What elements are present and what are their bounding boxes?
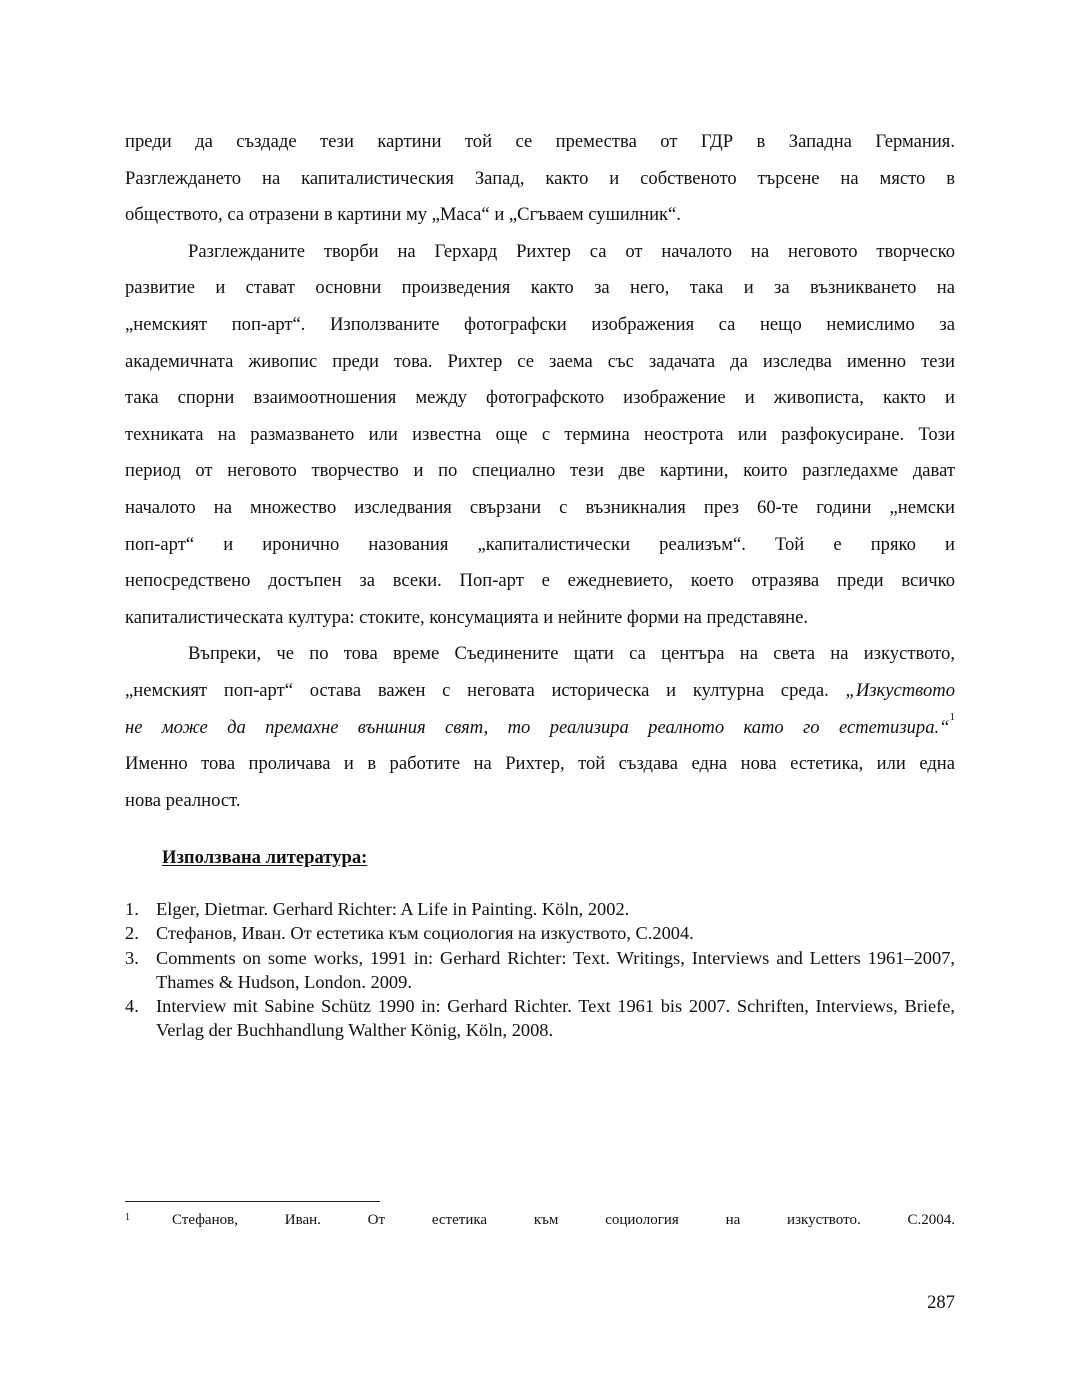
line-text: нова реалност.	[125, 789, 241, 811]
text-line	[125, 344, 955, 381]
line-text: обществото, са отразени в картини му „Маса“ и „Сгъваем сушилник“.	[125, 204, 681, 226]
reference-item	[125, 994, 955, 1043]
line-text: развитие и стават основни произведения както за него, така и за възникването на	[125, 277, 955, 299]
paragraph	[125, 124, 955, 234]
reference-number: 3.	[125, 947, 139, 968]
reference-text: Comments on some works, 1991 in: Gerhard Richter: Text. Writings, Interviews and Letters 1961–2007, Thames & Hudson, London. 2009.	[156, 947, 955, 992]
text-line	[125, 527, 955, 564]
reference-item	[125, 897, 955, 921]
reference-text: Стефанов, Иван. От естетика към социология на изкуството, С.2004.	[156, 923, 694, 944]
text-line	[125, 417, 955, 454]
text-line	[125, 124, 955, 161]
text-line	[125, 380, 955, 417]
reference-number: 1.	[125, 899, 139, 919]
line-text: поп-арт“ и иронично назования „капиталистически реализъм“. Той е пряко и	[125, 533, 955, 555]
text-line	[125, 270, 955, 307]
text-line	[125, 673, 955, 710]
line-text: Разглежданите творби на Герхард Рихтер са от началото на неговото творческо	[188, 240, 955, 262]
reference-item	[125, 921, 955, 945]
text-line	[125, 453, 955, 490]
line-text: Въпреки, че по това време Съединените щати са центъра на света на изкуството,	[188, 643, 955, 665]
footnote-divider	[125, 1201, 380, 1202]
paragraph	[125, 234, 955, 637]
text-line	[125, 746, 955, 783]
line-text: капиталистическата култура: стоките, консумацията и нейните форми на представяне.	[125, 606, 809, 628]
quote-text: „Изкуството	[845, 679, 955, 701]
text-line	[125, 197, 955, 234]
footnote	[125, 1209, 955, 1231]
line-text: Именно това проличава и в работите на Рихтер, той създава една нова естетика, или една	[125, 753, 955, 775]
line-text: началото на множество изследвания свързани с възникналия през 60-те години „немски	[125, 496, 955, 518]
line-text: „немският поп-арт“. Използваните фотографски изображения са нещо немислимо за	[125, 313, 955, 335]
references-list	[125, 897, 955, 1043]
line-text: непосредствено достъпен за всеки. Поп-арт е ежедневието, което отразява преди всичко	[125, 570, 955, 592]
text-line	[125, 600, 955, 637]
line-text: така спорни взаимоотношения между фотографското изображение и живописта, както и	[125, 387, 955, 409]
line-text: преди да създаде тези картини той се премества от ГДР в Западна Германия.	[125, 131, 955, 152]
text-line	[125, 563, 955, 600]
line-text: период от неговото творчество и по специално тези две картини, които разгледахме дават	[125, 460, 955, 482]
line-text: „немският поп-арт“ остава важен с неговата историческа и културна среда.	[125, 679, 846, 701]
body-text	[125, 124, 955, 819]
text-line	[125, 636, 955, 673]
reference-number: 4.	[125, 996, 139, 1017]
line-text: академичната живопис преди това. Рихтер се заема със задачата да изследва именно тези	[125, 350, 955, 372]
text-line	[125, 783, 955, 820]
text-line	[125, 710, 955, 747]
line-text: Разглеждането на капиталистическия Запад, както и собственото търсене на място в	[125, 167, 955, 189]
reference-item	[125, 946, 955, 995]
references-heading: Използвана литература:	[162, 847, 368, 868]
line-text: техниката на размазването или известна още с термина неострота или разфокусиране. Този	[125, 423, 955, 445]
quote-text: не може да премахне външния свят, то реализира реалното като го естетизира.“	[125, 716, 950, 738]
footnote-mark: 1	[125, 1212, 130, 1223]
reference-text: Elger, Dietmar. Gerhard Richter: A Life in Painting. Köln, 2002.	[156, 899, 630, 919]
footnote-text: Стефанов, Иван. От естетика към социология на изкуството. С.2004.	[172, 1212, 955, 1228]
footnote-reference: 1	[949, 710, 955, 723]
reference-text: Interview mit Sabine Schütz 1990 in: Gerhard Richter. Text 1961 bis 2007. Schriften, Interviews, Briefe, Verlag der Buchhandlung Walther König, Köln, 2008.	[156, 996, 955, 1041]
text-line	[125, 161, 955, 198]
text-line	[125, 234, 955, 271]
text-line	[125, 490, 955, 527]
reference-number: 2.	[125, 923, 139, 944]
page-number: 287	[927, 1292, 955, 1313]
paragraph	[125, 636, 955, 819]
text-line	[125, 307, 955, 344]
